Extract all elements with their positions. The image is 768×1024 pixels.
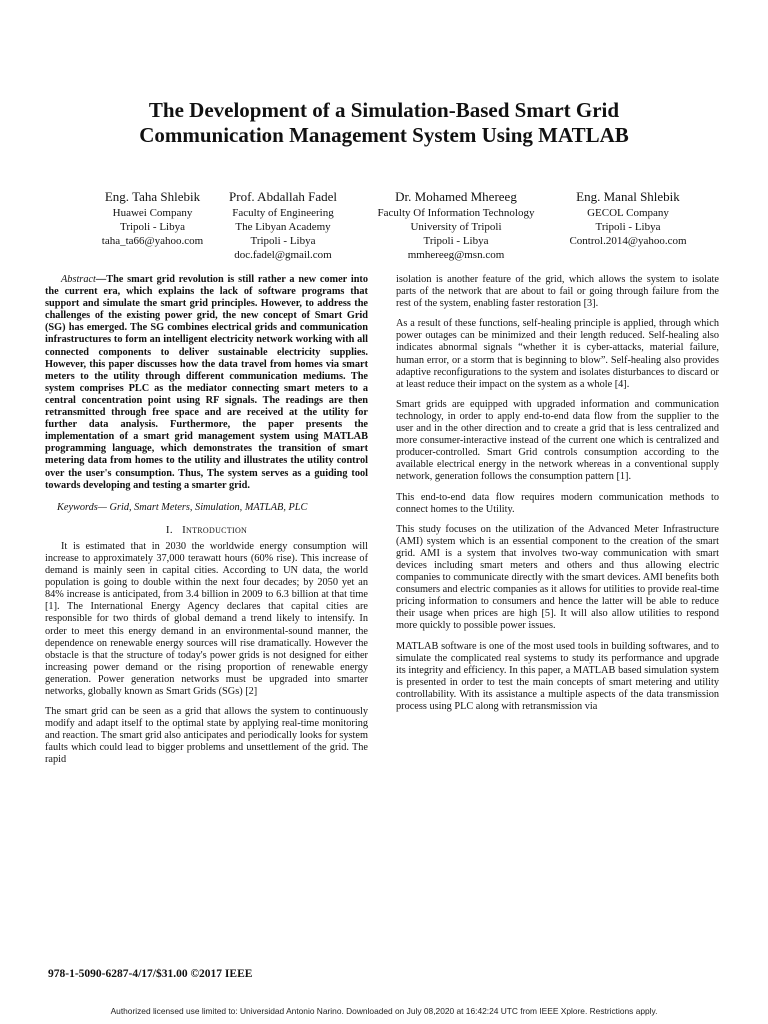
- paragraph: MATLAB software is one of the most used tools in building softwares, and to simulate the complicated real systems to study its performance and upgrade its integrity and efficiency. In this paper, a MATLAB based simulation system is presented in order to test the main concepts of smart metering and utility controllability. With its assistance a multiple aspects of the data transmission process using PLC along with retransmission via: [396, 640, 719, 712]
- paragraph: It is estimated that in 2030 the worldwide energy consumption will increase to approximately 37,000 terawatt hours (60% rise). This increase of demand is mainly seen in capital cities. According to UN data, the world population is going to double within the next four decades; by 2050 yet an 84% increase is anticipated, from 3.4 billion in 2009 to 6.3 billion at that time [1]. The International Energy Agency declares that capital cities are responsible for two thirds of global demand a trend likely to intensify. In order to meet this energy demand in an environmental-sound manner, the dependence on renewable energy sources will rise dramatically. However the obstacle is that the structure of today's power grids is not designed for either increasing power demand or the rising proportion of renewable energy generation. Power generation networks must be upgraded into smarter networks, globally known as Smart Grids (SGs) [2]: [45, 540, 368, 697]
- author-4: [558, 189, 698, 248]
- author-3: [356, 189, 556, 262]
- author-email: doc.fadel@gmail.com: [234, 249, 332, 261]
- author-email: mmhereeg@msn.com: [407, 249, 505, 261]
- license-notice: Authorized licensed use limited to: Universidad Antonio Narino. Downloaded on July 08,2020 at 16:42:24 UTC from IEEE Xplore. Restrictions apply.: [110, 1006, 658, 1016]
- section-heading-introduction: [45, 524, 368, 536]
- author-institution: University of Tripoli: [410, 221, 502, 233]
- author-location: Tripoli - Libya: [120, 221, 185, 233]
- paragraph: This study focuses on the utilization of the Advanced Meter Infrastructure (AMI) system which is an essential component to the creation of the smart grid. AMI is a system that involves two-way communication with smart devices including smart meters and others and thus allowing electric companies to communicate directly with the smart devices. AMI benefits both consumers and electric companies as it allows for utilities to provide real-time pricing information to consumers and hence the latter will be able to reduce their usage when prices are high [5]. It will also allow utilities to respond more quickly to possible power issues.: [396, 523, 719, 632]
- author-email: Control.2014@yahoo.com: [569, 235, 687, 247]
- author-location: Tripoli - Libya: [595, 221, 661, 233]
- author-name: Eng. Manal Shlebik: [576, 189, 680, 204]
- author-affiliation: Huawei Company: [112, 207, 193, 219]
- keywords: Keywords— Grid, Smart Meters, Simulation, MATLAB, PLC: [57, 501, 308, 513]
- paragraph: This end-to-end data flow requires modern communication methods to connect homes to the Utility.: [396, 491, 719, 515]
- author-name: Dr. Mohamed Mhereeg: [395, 189, 517, 204]
- author-location: Tripoli - Libya: [423, 235, 489, 247]
- author-1: [70, 189, 235, 248]
- paragraph: Smart grids are equipped with upgraded information and communication technology, in order to apply end-to-end data flow from the supplier to the user and in the other direction and to create a grid that is less centralized and more consumer-interactive instead of the current one which is centralized and producer-controlled. Smart Grid controls consumption according to the available electrical energy in the network whereas in a conventional supply network, generation follows the consumption pattern [1].: [396, 398, 719, 483]
- paragraph: As a result of these functions, self-healing principle is applied, through which power outages can be minimized and their length reduced. Self-healing also indicates abnormal signals “whether it is cyber-attacks, material failure, human error, or a storm that is beginning to blow”. Self-healing also provides adaptive reconfigurations to the system and isolates disturbances to discard or at least reduce their impact on the system as a whole [4].: [396, 318, 719, 390]
- author-affiliation: GECOL Company: [587, 207, 669, 219]
- section-number: I.: [165, 523, 173, 536]
- paragraph: isolation is another feature of the grid, which allows the system to isolate parts of the network that are about to fail or going through failure from the rest of the system, enabling faster restoration [3].: [396, 274, 719, 310]
- author-institution: The Libyan Academy: [235, 221, 331, 233]
- author-email: taha_ta66@yahoo.com: [101, 235, 204, 247]
- author-affiliation: Faculty Of Information Technology: [377, 207, 535, 219]
- left-column: [45, 274, 368, 775]
- abstract-text: —The smart grid revolution is still rather a new comer into the current era, which explains the lack of software programs that support and simulate the smart grid principles. However, to address the challenges of the existing power grid, the new concept of Smart Grid (SG) has emerged. The SG combines electrical grids and communication infrastructures to form an intelligent electricity network working with all connected components to deliver sustainable electricity supplies. However, this paper discusses how the data travel from homes via smart meters to the utility through different communication mediums. The system comprises PLC as the mediator connecting smart meters to a central concentration point using RF signals. The readings are then retransmitted through free space and are received at the utility for further data analysis. Furthermore, the paper presents the implementation of a smart grid management system using MATLAB programming language, which demonstrates the transition of smart metering data from homes to the utility and illustrates the utility control over the user's consumption. Thus, The system serves as a guiding tool towards developing and testing a smarter grid.: [45, 274, 368, 491]
- author-affiliation: Faculty of Engineering: [232, 207, 334, 219]
- section-title: Introduction: [182, 523, 248, 536]
- paper-title: [60, 98, 708, 148]
- abstract-label: Abstract: [61, 274, 96, 285]
- paragraph: The smart grid can be seen as a grid that allows the system to continuously modify and adapt itself to the optimal state by applying real-time monitoring and reaction. The smart grid also anticipates and periodically looks for system faults which could lead to bigger problems and unsettlement of the grid. The rapid: [45, 706, 368, 766]
- author-2: [213, 189, 353, 262]
- author-name: Eng. Taha Shlebik: [104, 189, 201, 204]
- isbn-footer: 978-1-5090-6287-4/17/$31.00 ©2017 IEEE: [48, 968, 253, 980]
- title-line-1: The Development of a Simulation-Based Smart Grid: [148, 98, 620, 122]
- author-name: Prof. Abdallah Fadel: [229, 189, 337, 204]
- abstract: [45, 274, 368, 492]
- author-location: Tripoli - Libya: [250, 235, 316, 247]
- right-column: [396, 274, 719, 721]
- title-line-2: Communication Management System Using MATLAB: [139, 123, 629, 147]
